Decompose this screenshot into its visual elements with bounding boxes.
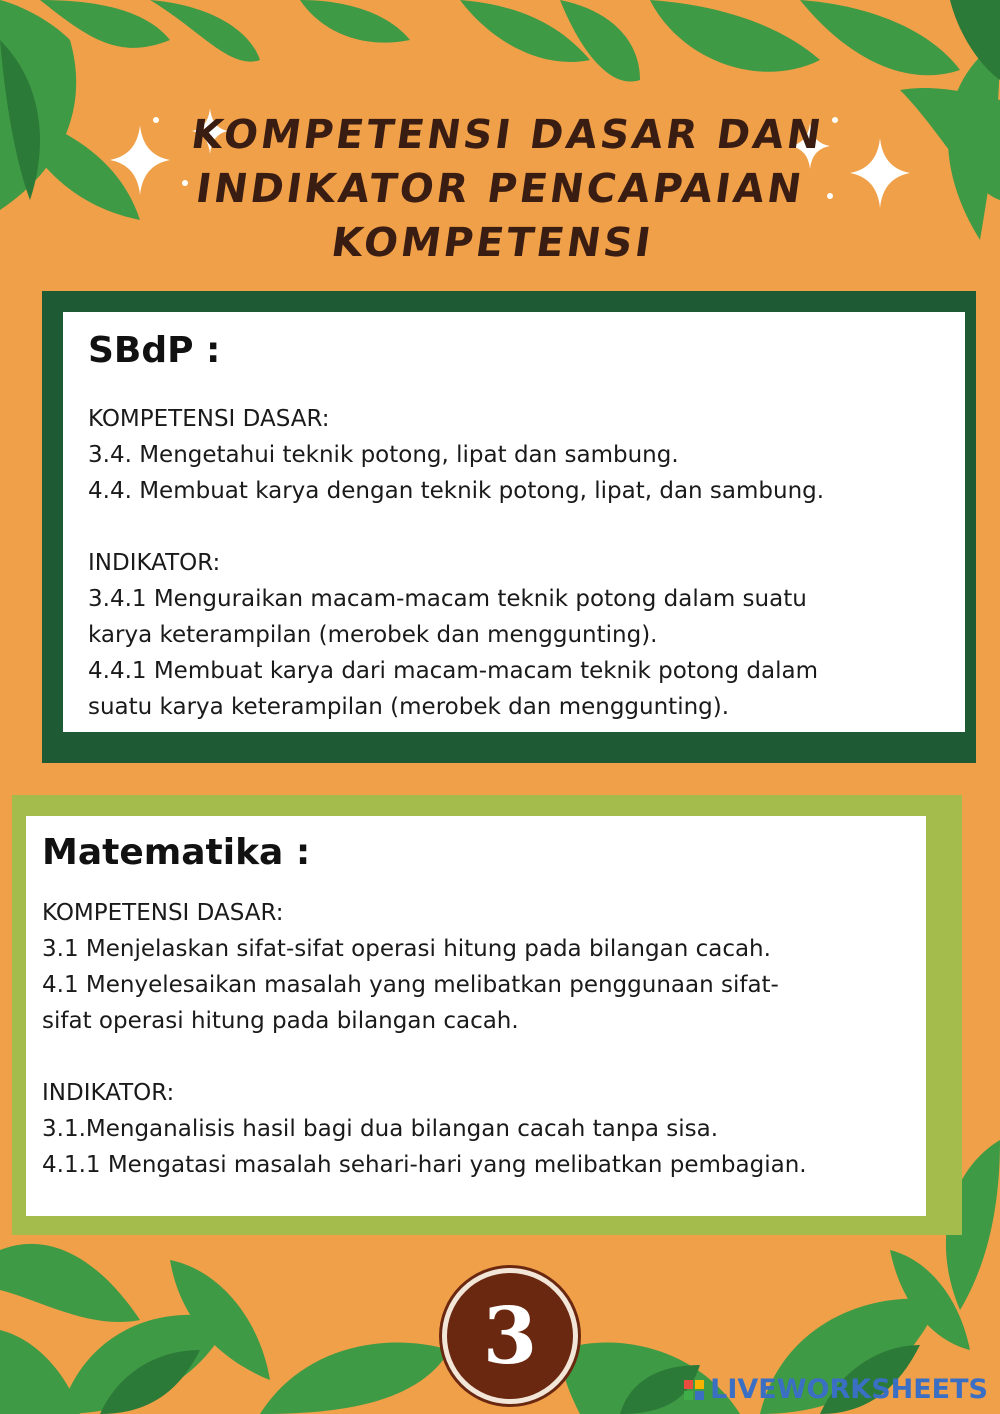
matematika-indicator-label: INDIKATOR: <box>42 1080 175 1106</box>
matematika-indicator-line: 3.1.Menganalisis hasil bagi dua bilangan cacah tanpa sisa. <box>42 1116 719 1142</box>
matematika-kd-line: sifat operasi hitung pada bilangan cacah. <box>42 1008 519 1034</box>
sbdp-indicator-line: suatu karya keterampilan (merobek dan menggunting). <box>88 694 730 720</box>
sbdp-indicator-label: INDIKATOR: <box>88 550 221 576</box>
sbdp-content <box>88 330 824 725</box>
watermark-text: LIVEWORKSHEETS <box>710 1374 988 1405</box>
matematika-content <box>42 832 807 1183</box>
matematika-kd-line: 3.1 Menjelaskan sifat-sifat operasi hitung pada bilangan cacah. <box>42 936 771 962</box>
title-line-3: KOMPETENSI <box>328 220 657 266</box>
sbdp-heading: SBdP : <box>88 330 221 371</box>
page-number: 3 <box>482 1290 538 1382</box>
matematika-heading: Matematika : <box>42 832 311 873</box>
matematika-kd-line: 4.1 Menyelesaikan masalah yang melibatkan penggunaan sifat- <box>42 972 779 998</box>
sbdp-kd-item: 4.4. Membuat karya dengan teknik potong, lipat, dan sambung. <box>88 478 825 504</box>
title-line-2: INDIKATOR PENCAPAIAN <box>192 166 808 212</box>
sbdp-indicator-line: 3.4.1 Menguraikan macam-macam teknik potong dalam suatu <box>88 586 807 612</box>
liveworksheets-watermark[interactable] <box>684 1374 988 1405</box>
sbdp-indicator-line: karya keterampilan (merobek dan menggunting). <box>88 622 658 648</box>
page-title <box>139 108 862 270</box>
title-line-1: KOMPETENSI DASAR DAN <box>188 112 827 158</box>
matematika-indicator-line: 4.1.1 Mengatasi masalah sehari-hari yang melibatkan pembagian. <box>42 1152 807 1178</box>
page-number-badge <box>442 1268 578 1404</box>
matematika-kd-label: KOMPETENSI DASAR: <box>42 900 284 926</box>
sbdp-kd-item: 3.4. Mengetahui teknik potong, lipat dan sambung. <box>88 442 679 468</box>
sbdp-kd-label: KOMPETENSI DASAR: <box>88 406 330 432</box>
liveworksheets-logo-icon <box>684 1380 704 1400</box>
sbdp-indicator-line: 4.4.1 Membuat karya dari macam-macam teknik potong dalam <box>88 658 818 684</box>
